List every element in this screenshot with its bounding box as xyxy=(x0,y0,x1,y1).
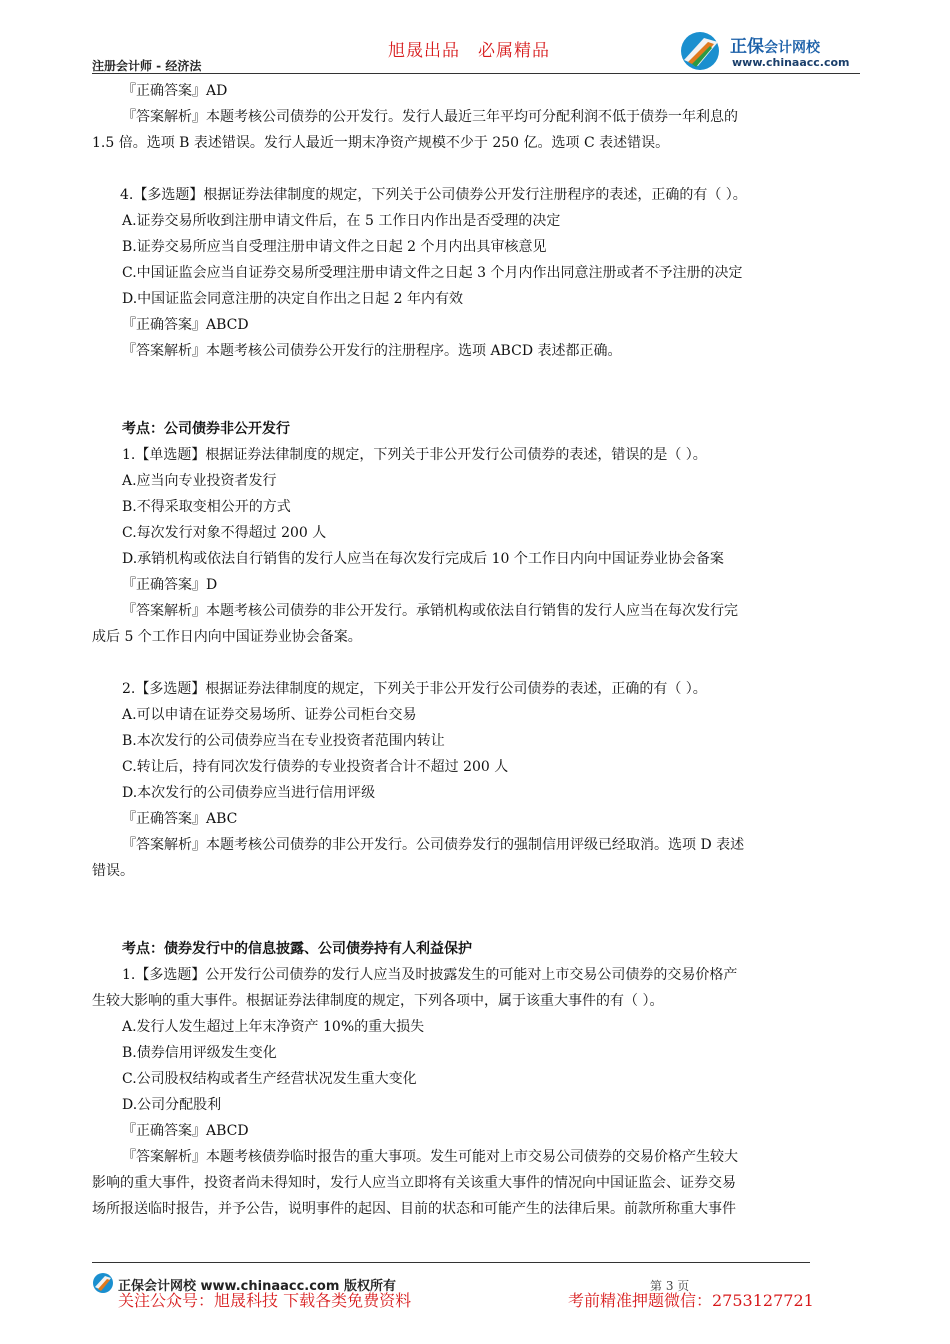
section-heading: 考点：公司债券非公开发行 xyxy=(122,421,290,437)
option-a: A.发行人发生超过上年末净资产 10%的重大损失 xyxy=(122,1019,425,1035)
option-c: C.转让后，持有同次发行债券的专业投资者合计不超过 200 人 xyxy=(122,759,509,775)
document-body xyxy=(92,78,862,1222)
logo-wordmark xyxy=(730,32,820,57)
option-d: D.中国证监会同意注册的决定自作出之日起 2 年内有效 xyxy=(122,291,463,307)
logo-name: 正保 xyxy=(730,37,764,57)
document-header-title: 注册会计师 - 经济法 xyxy=(92,59,202,73)
option-a: A.应当向专业投资者发行 xyxy=(122,473,277,489)
analysis-line-cont: 1.5 倍。选项 B 表述错误。发行人最近一期末净资产规模不少于 250 亿。选项 C 表述错误。 xyxy=(92,135,670,151)
logo-url: www.chinaacc.com xyxy=(732,56,850,69)
footer-logo-icon xyxy=(92,1272,114,1294)
analysis-line-cont: 错误。 xyxy=(92,863,134,879)
answer-line: 『正确答案』ABCD xyxy=(122,1123,249,1139)
option-a: A.可以申请在证券交易场所、证券公司柜台交易 xyxy=(122,707,417,723)
analysis-line: 『答案解析』本题考核公司债券公开发行的注册程序。选项 ABCD 表述都正确。 xyxy=(122,343,622,359)
footer-divider xyxy=(92,1262,810,1263)
header-slogan: 旭晟出品 必属精品 xyxy=(388,41,550,61)
option-c: C.中国证监会应当自证券交易所受理注册申请文件之日起 3 个月内作出同意注册或者不予注册的决定 xyxy=(122,265,743,281)
analysis-line: 『答案解析』本题考核债券临时报告的重大事项。发生可能对上市交易公司债券的交易价格产生较大 xyxy=(122,1149,738,1165)
section-heading: 考点：债券发行中的信息披露、公司债券持有人利益保护 xyxy=(122,941,472,957)
answer-line: 『正确答案』ABC xyxy=(122,811,238,827)
option-b: B.债券信用评级发生变化 xyxy=(122,1045,277,1061)
watermark-left: 关注公众号：旭晟科技 下载各类免费资料 xyxy=(118,1291,412,1310)
answer-line: 『正确答案』ABCD xyxy=(122,317,249,333)
option-b: B.本次发行的公司债券应当在专业投资者范围内转让 xyxy=(122,733,445,749)
question-text-cont: 生较大影响的重大事件。根据证券法律制度的规定，下列各项中，属于该重大事件的有（ ）。 xyxy=(92,993,664,1009)
analysis-line: 『答案解析』本题考核公司债券的公开发行。发行人最近三年平均可分配利润不低于债券一年利息的 xyxy=(122,109,738,125)
option-c: C.每次发行对象不得超过 200 人 xyxy=(122,525,327,541)
option-d: D.承销机构或依法自行销售的发行人应当在每次发行完成后 10 个工作日内向中国证券业协会备案 xyxy=(122,551,724,567)
watermark-right: 考前精准押题微信：2753127721 xyxy=(568,1291,814,1310)
answer-line: 『正确答案』AD xyxy=(122,83,228,99)
footer-copyright: 正保会计网校 www.chinaacc.com 版权所有 xyxy=(118,1279,396,1294)
analysis-line: 『答案解析』本题考核公司债券的非公开发行。公司债券发行的强制信用评级已经取消。选项 D 表述 xyxy=(122,837,745,853)
question-text: 4.【多选题】根据证券法律制度的规定，下列关于公司债券公开发行注册程序的表述，正确的有（ ）。 xyxy=(120,187,747,203)
analysis-line-cont: 影响的重大事件，投资者尚未得知时，发行人应当立即将有关该重大事件的情况向中国证监会、证券交易 xyxy=(92,1175,736,1191)
logo-emblem-icon xyxy=(678,30,724,72)
analysis-line: 『答案解析』本题考核公司债券的非公开发行。承销机构或依法自行销售的发行人应当在每次发行完 xyxy=(122,603,738,619)
question-text: 1.【单选题】根据证券法律制度的规定，下列关于非公开发行公司债券的表述，错误的是（ ）。 xyxy=(122,447,707,463)
header-divider xyxy=(92,73,860,74)
question-text: 2.【多选题】根据证券法律制度的规定，下列关于非公开发行公司债券的表述，正确的有（ ）。 xyxy=(122,681,707,697)
analysis-line-cont: 成后 5 个工作日内向中国证券业协会备案。 xyxy=(92,629,362,645)
analysis-line-cont: 场所报送临时报告，并予公告，说明事件的起因、目前的状态和可能产生的法律后果。前款所称重大事件 xyxy=(92,1201,736,1217)
chinaacc-logo xyxy=(678,28,868,76)
option-d: D.本次发行的公司债券应当进行信用评级 xyxy=(122,785,376,801)
option-c: C.公司股权结构或者生产经营状况发生重大变化 xyxy=(122,1071,417,1087)
logo-name-small: 会计网校 xyxy=(764,40,820,56)
option-a: A.证券交易所收到注册申请文件后，在 5 工作日内作出是否受理的决定 xyxy=(122,213,561,229)
question-text: 1.【多选题】公开发行公司债券的发行人应当及时披露发生的可能对上市交易公司债券的交易价格产 xyxy=(122,967,738,983)
answer-line: 『正确答案』D xyxy=(122,577,218,593)
option-b: B.证券交易所应当自受理注册申请文件之日起 2 个月内出具审核意见 xyxy=(122,239,547,255)
option-d: D.公司分配股利 xyxy=(122,1097,222,1113)
page-number: 第 3 页 xyxy=(650,1279,690,1293)
option-b: B.不得采取变相公开的方式 xyxy=(122,499,291,515)
